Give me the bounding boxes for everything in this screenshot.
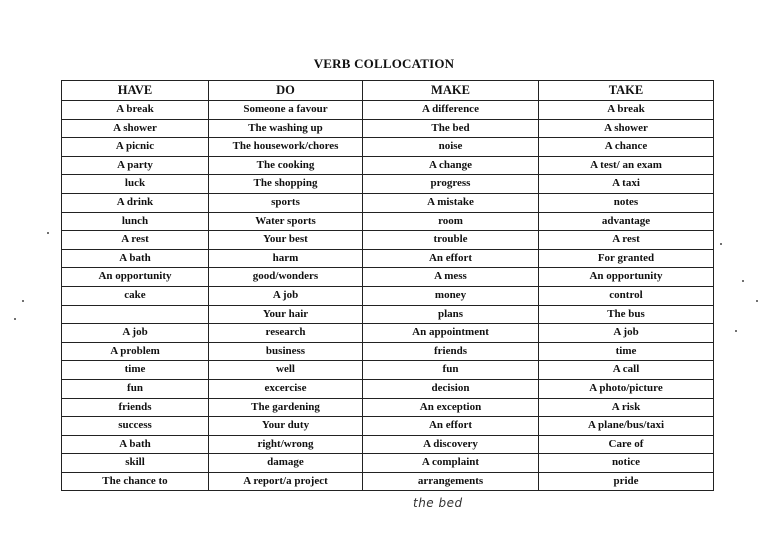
cell-do: Water sports [209, 212, 363, 231]
scan-speck [47, 232, 49, 234]
cell-take: An opportunity [539, 268, 714, 287]
cell-do: The cooking [209, 156, 363, 175]
cell-do: A report/a project [209, 472, 363, 491]
header-make: MAKE [363, 81, 539, 101]
cell-take: A job [539, 324, 714, 343]
cell-have: skill [62, 454, 209, 473]
cell-make: arrangements [363, 472, 539, 491]
cell-do: A job [209, 286, 363, 305]
table-row [62, 119, 714, 138]
cell-make: A discovery [363, 435, 539, 454]
cell-take: A rest [539, 231, 714, 250]
cell-take: control [539, 286, 714, 305]
cell-have: An opportunity [62, 268, 209, 287]
cell-take: A break [539, 101, 714, 120]
cell-make: An effort [363, 417, 539, 436]
cell-do: harm [209, 249, 363, 268]
cell-do: sports [209, 193, 363, 212]
cell-make: An effort [363, 249, 539, 268]
cell-have: cake [62, 286, 209, 305]
cell-have: A shower [62, 119, 209, 138]
cell-make: A mess [363, 268, 539, 287]
table-row [62, 305, 714, 324]
cell-have: A picnic [62, 138, 209, 157]
cell-make: A difference [363, 101, 539, 120]
cell-take: notes [539, 193, 714, 212]
header-take: TAKE [539, 81, 714, 101]
cell-have: A party [62, 156, 209, 175]
table-row [62, 193, 714, 212]
table-row [62, 324, 714, 343]
cell-make: An exception [363, 398, 539, 417]
cell-make: room [363, 212, 539, 231]
cell-have: time [62, 361, 209, 380]
cell-take: A plane/bus/taxi [539, 417, 714, 436]
cell-have: lunch [62, 212, 209, 231]
cell-make: A mistake [363, 193, 539, 212]
cell-take: A shower [539, 119, 714, 138]
table-body [62, 101, 714, 491]
cell-make: A complaint [363, 454, 539, 473]
cell-do: excercise [209, 379, 363, 398]
cell-do: Your hair [209, 305, 363, 324]
cell-take: A test/ an exam [539, 156, 714, 175]
cell-take: notice [539, 454, 714, 473]
cell-make: fun [363, 361, 539, 380]
cell-do: The gardening [209, 398, 363, 417]
cell-make: An appointment [363, 324, 539, 343]
cell-do: good/wonders [209, 268, 363, 287]
page-title: VERB COLLOCATION [313, 56, 455, 71]
cell-take: A call [539, 361, 714, 380]
scan-speck [720, 243, 722, 245]
cell-make: noise [363, 138, 539, 157]
cell-do: The shopping [209, 175, 363, 194]
collocation-table [61, 80, 714, 491]
cell-have: success [62, 417, 209, 436]
table-row [62, 101, 714, 120]
cell-do: business [209, 342, 363, 361]
table-row [62, 435, 714, 454]
cell-do: right/wrong [209, 435, 363, 454]
cell-take: pride [539, 472, 714, 491]
cell-make: trouble [363, 231, 539, 250]
scan-speck [22, 300, 24, 302]
cell-do: Your duty [209, 417, 363, 436]
cell-have: A break [62, 101, 209, 120]
cell-take: A risk [539, 398, 714, 417]
cell-do: well [209, 361, 363, 380]
cell-do: The washing up [209, 119, 363, 138]
cell-make: A change [363, 156, 539, 175]
cell-have: A drink [62, 193, 209, 212]
table-row [62, 138, 714, 157]
table-row [62, 454, 714, 473]
table-row [62, 286, 714, 305]
handwritten-note: the bed [413, 496, 463, 510]
table-row [62, 212, 714, 231]
scan-speck [756, 300, 758, 302]
header-do: DO [209, 81, 363, 101]
header-have: HAVE [62, 81, 209, 101]
cell-have: A rest [62, 231, 209, 250]
table-row [62, 379, 714, 398]
table-row [62, 175, 714, 194]
table-row [62, 398, 714, 417]
cell-have: A problem [62, 342, 209, 361]
cell-make: The bed [363, 119, 539, 138]
table-row [62, 268, 714, 287]
cell-have: fun [62, 379, 209, 398]
cell-take: A taxi [539, 175, 714, 194]
header-row [62, 81, 714, 101]
cell-do: Someone a favour [209, 101, 363, 120]
cell-have: luck [62, 175, 209, 194]
cell-have [62, 305, 209, 324]
cell-make: decision [363, 379, 539, 398]
cell-have: A bath [62, 435, 209, 454]
cell-take: time [539, 342, 714, 361]
cell-make: friends [363, 342, 539, 361]
table-row [62, 231, 714, 250]
cell-do: The housework/chores [209, 138, 363, 157]
cell-do: research [209, 324, 363, 343]
cell-do: Your best [209, 231, 363, 250]
cell-take: Care of [539, 435, 714, 454]
cell-make: progress [363, 175, 539, 194]
cell-take: For granted [539, 249, 714, 268]
cell-have: The chance to [62, 472, 209, 491]
cell-make: money [363, 286, 539, 305]
scan-speck [742, 280, 744, 282]
cell-have: A bath [62, 249, 209, 268]
cell-do: damage [209, 454, 363, 473]
cell-have: friends [62, 398, 209, 417]
table-row [62, 249, 714, 268]
cell-take: The bus [539, 305, 714, 324]
cell-have: A job [62, 324, 209, 343]
cell-take: A chance [539, 138, 714, 157]
cell-take: advantage [539, 212, 714, 231]
cell-make: plans [363, 305, 539, 324]
table-row [62, 472, 714, 491]
table-row [62, 417, 714, 436]
cell-take: A photo/picture [539, 379, 714, 398]
table-row [62, 361, 714, 380]
table-row [62, 342, 714, 361]
table-row [62, 156, 714, 175]
scan-speck [14, 318, 16, 320]
scan-speck [735, 330, 737, 332]
